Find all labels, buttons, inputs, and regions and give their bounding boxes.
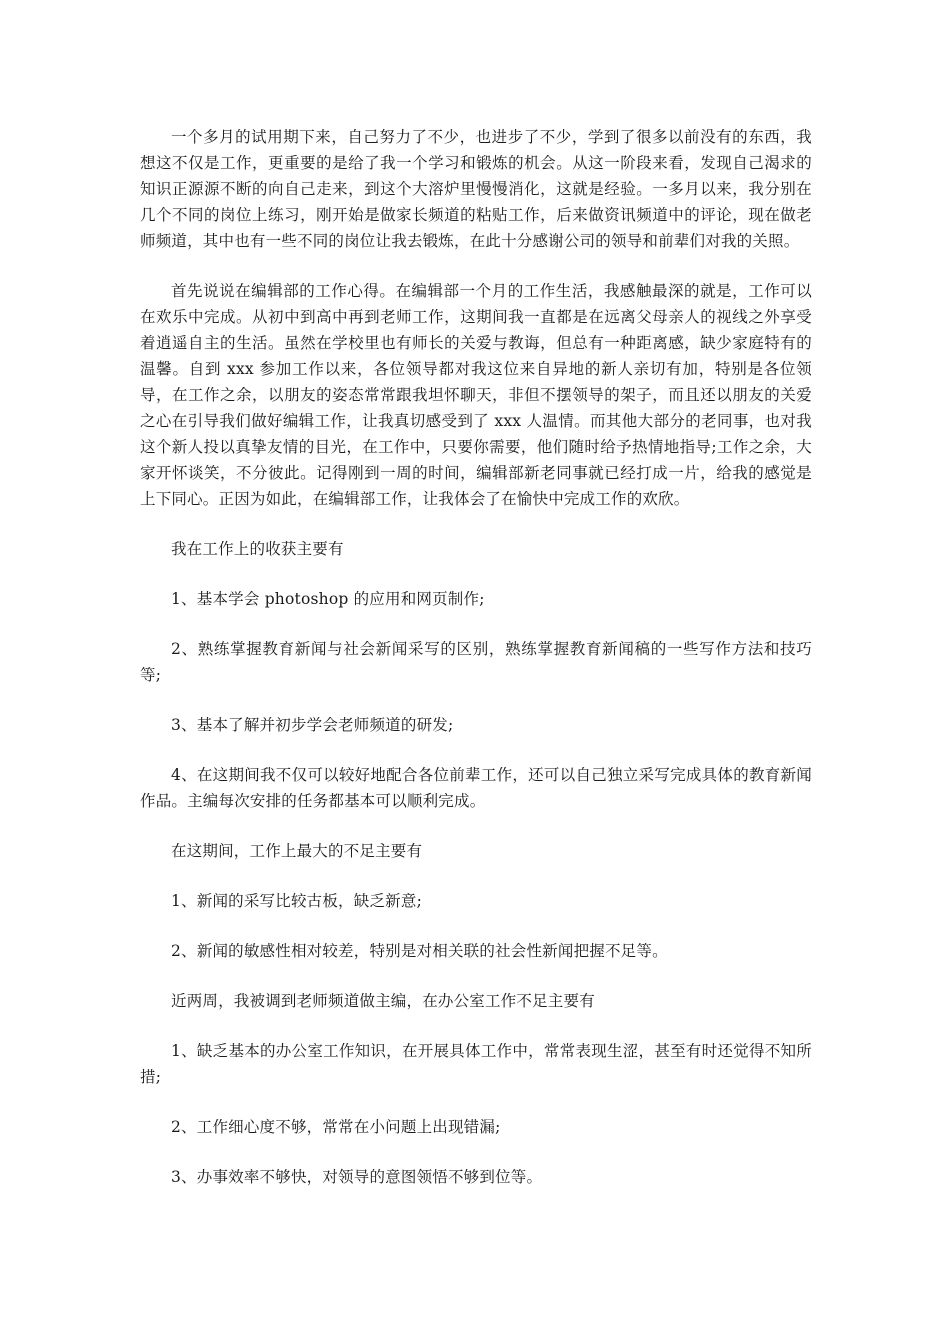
list-item-shortcoming-2: 2、新闻的敏感性相对较差，特别是对相关联的社会性新闻把握不足等。 <box>171 942 668 960</box>
list-item-gain-2: 2、熟练掌握教育新闻与社会新闻采写的区别，熟练掌握教育新闻稿的一些写作方法和技巧等; <box>140 640 812 684</box>
list-item-gain-3: 3、基本了解并初步学会老师频道的研发; <box>171 716 454 734</box>
list-item-gain-1: 1、基本学会 photoshop 的应用和网页制作; <box>171 590 485 608</box>
heading-gains: 我在工作上的收获主要有 <box>171 540 344 558</box>
list-item-office-1: 1、缺乏基本的办公室工作知识，在开展具体工作中，常常表现生涩，甚至有时还觉得不知所措; <box>140 1042 812 1086</box>
heading-office-shortcomings: 近两周，我被调到老师频道做主编，在办公室工作不足主要有 <box>171 992 595 1010</box>
paragraph-intro: 一个多月的试用期下来，自己努力了不少，也进步了不少，学到了很多以前没有的东西，我想这不仅是工作，更重要的是给了我一个学习和锻炼的机会。从这一阶段来看，发现自己渴求的知识正源源不断的向自己走来，到这个大溶炉里慢慢消化，这就是经验。一多月以来，我分别在几个不同的岗位上练习，刚开始是做家长频道的粘贴工作，后来做资讯频道中的评论，现在做老师频道，其中也有一些不同的岗位让我去锻炼，在此十分感谢公司的领导和前辈们对我的关照。 <box>140 128 812 250</box>
paragraph-editorial-experience: 首先说说在编辑部的工作心得。在编辑部一个月的工作生活，我感触最深的就是，工作可以在欢乐中完成。从初中到高中再到老师工作，这期间我一直都是在远离父母亲人的视线之外享受着逍遥自主的生活。虽然在学校里也有师长的关爱与教诲，但总有一种距离感，缺少家庭特有的温馨。自到 xxx 参加工作以来，各位领导都对我这位来自异地的新人亲切有加，特别是各位领导，在工作之余，以朋友的姿态常常跟我坦怀聊天，非但不摆领导的架子，而且还以朋友的关爱之心在引导我们做好编辑工作，让我真切感受到了 xxx 人温情。而其他大部分的老同事，也对我这个新人投以真挚友情的目光，在工作中，只要你需要，他们随时给予热情地指导;工作之余，大家开怀谈笑，不分彼此。记得刚到一周的时间，编辑部新老同事就已经打成一片，给我的感觉是上下同心。正因为如此，在编辑部工作，让我体会了在愉快中完成工作的欢欣。 <box>140 282 812 508</box>
list-item-office-2: 2、工作细心度不够，常常在小问题上出现错漏; <box>171 1118 501 1136</box>
list-item-shortcoming-1: 1、新闻的采写比较古板，缺乏新意; <box>171 892 422 910</box>
list-item-gain-4: 4、在这期间我不仅可以较好地配合各位前辈工作，还可以自己独立采写完成具体的教育新闻作品。主编每次安排的任务都基本可以顺利完成。 <box>140 766 812 810</box>
document-body <box>140 124 812 1214</box>
list-item-office-3: 3、办事效率不够快，对领导的意图领悟不够到位等。 <box>171 1168 543 1186</box>
heading-shortcomings: 在这期间，工作上最大的不足主要有 <box>171 842 423 860</box>
